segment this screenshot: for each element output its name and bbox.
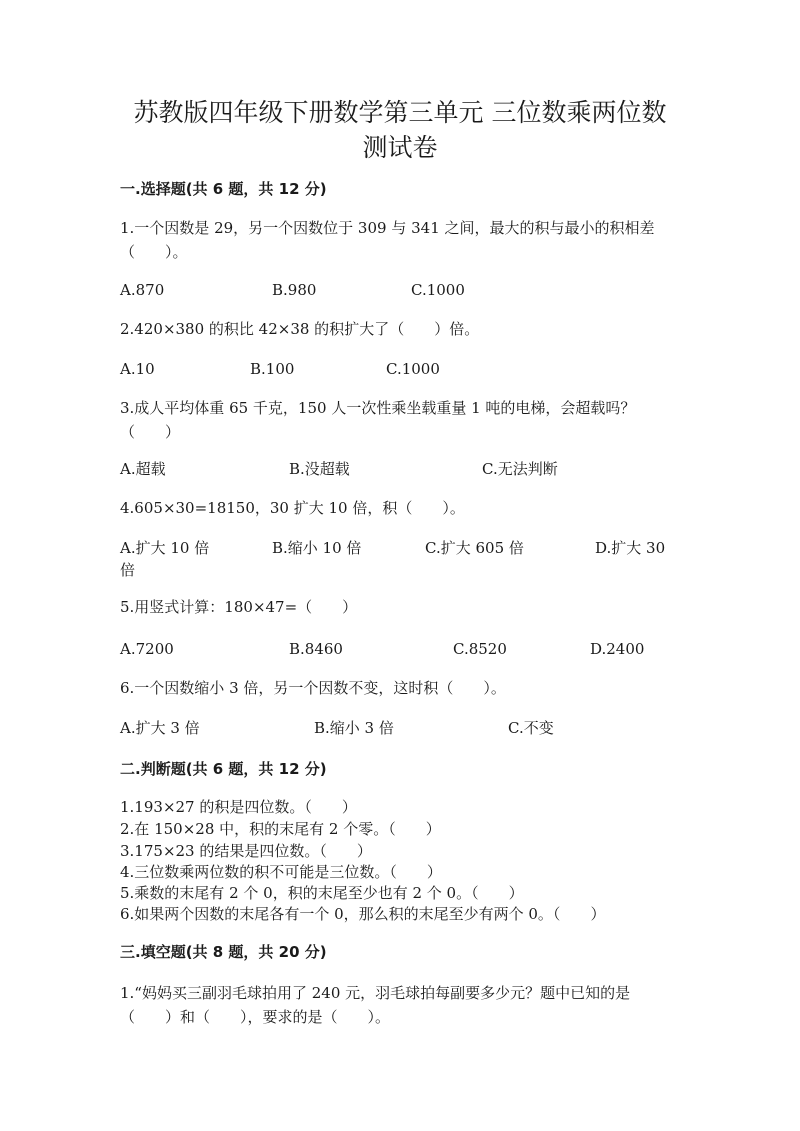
choice-question-4: 4.605×30=18150，30 扩大 10 倍，积（ ）。 bbox=[120, 499, 465, 517]
choice-q1-option-a: A.870 bbox=[120, 281, 165, 299]
judge-item-4: 4.三位数乘两位数的积不可能是三位数。（ ） bbox=[120, 863, 442, 881]
choice-q5-option-b: B.8460 bbox=[289, 640, 343, 658]
fill-question-1: 1.“妈妈买三副羽毛球拍用了 240 元，羽毛球拍每副要多少元？题中已知的是（ ）和（ ），要求的是（ ）。 bbox=[120, 984, 631, 1026]
choice-q4-option-d-wrap: 倍 bbox=[120, 561, 136, 579]
choice-q4-option-d: D.扩大 30 bbox=[595, 539, 666, 557]
choice-q6-option-c: C.不变 bbox=[508, 719, 554, 737]
choice-question-3: 3.成人平均体重 65 千克，150 人一次性乘坐载重量 1 吨的电梯，会超载吗？（ ） bbox=[120, 399, 636, 441]
choice-q2-option-c: C.1000 bbox=[386, 360, 440, 378]
section-heading-choice: 一.选择题(共 6 题，共 12 分) bbox=[120, 180, 327, 198]
section-heading-judge: 二.判断题(共 6 题，共 12 分) bbox=[120, 760, 327, 778]
judge-item-2: 2.在 150×28 中，积的末尾有 2 个零。（ ） bbox=[120, 820, 441, 838]
choice-q4-option-b: B.缩小 10 倍 bbox=[272, 539, 362, 557]
choice-q1-option-b: B.980 bbox=[272, 281, 317, 299]
judge-item-1: 1.193×27 的积是四位数。（ ） bbox=[120, 798, 357, 816]
choice-q5-option-a: A.7200 bbox=[120, 640, 174, 658]
choice-q3-option-b: B.没超载 bbox=[289, 460, 350, 478]
page-title-line-1: 苏教版四年级下册数学第三单元 三位数乘两位数 bbox=[133, 98, 667, 127]
choice-q3-option-a: A.超载 bbox=[120, 460, 166, 478]
choice-q5-option-c: C.8520 bbox=[453, 640, 507, 658]
choice-q5-option-d: D.2400 bbox=[590, 640, 645, 658]
choice-q2-option-a: A.10 bbox=[120, 360, 155, 378]
choice-question-1: 1.一个因数是 29，另一个因数位于 309 与 341 之间，最大的积与最小的积相差（ ）。 bbox=[120, 219, 655, 261]
choice-question-6: 6.一个因数缩小 3 倍，另一个因数不变，这时积（ ）。 bbox=[120, 679, 506, 697]
choice-question-5: 5.用竖式计算：180×47=（ ） bbox=[120, 598, 358, 616]
choice-q6-option-a: A.扩大 3 倍 bbox=[120, 719, 200, 737]
choice-q6-option-b: B.缩小 3 倍 bbox=[314, 719, 394, 737]
page-title-line-2: 测试卷 bbox=[362, 133, 438, 162]
choice-q2-option-b: B.100 bbox=[250, 360, 295, 378]
choice-q3-option-c: C.无法判断 bbox=[482, 460, 558, 478]
judge-item-5: 5.乘数的末尾有 2 个 0，积的末尾至少也有 2 个 0。（ ） bbox=[120, 884, 524, 902]
choice-q4-option-c: C.扩大 605 倍 bbox=[425, 539, 524, 557]
judge-item-6: 6.如果两个因数的末尾各有一个 0，那么积的末尾至少有两个 0。（ ） bbox=[120, 905, 606, 923]
choice-question-2: 2.420×380 的积比 42×38 的积扩大了（ ）倍。 bbox=[120, 320, 480, 338]
judge-item-3: 3.175×23 的结果是四位数。（ ） bbox=[120, 842, 372, 860]
choice-q1-option-c: C.1000 bbox=[411, 281, 465, 299]
section-heading-fill: 三.填空题(共 8 题，共 20 分) bbox=[120, 943, 327, 961]
choice-q4-option-a: A.扩大 10 倍 bbox=[120, 539, 210, 557]
